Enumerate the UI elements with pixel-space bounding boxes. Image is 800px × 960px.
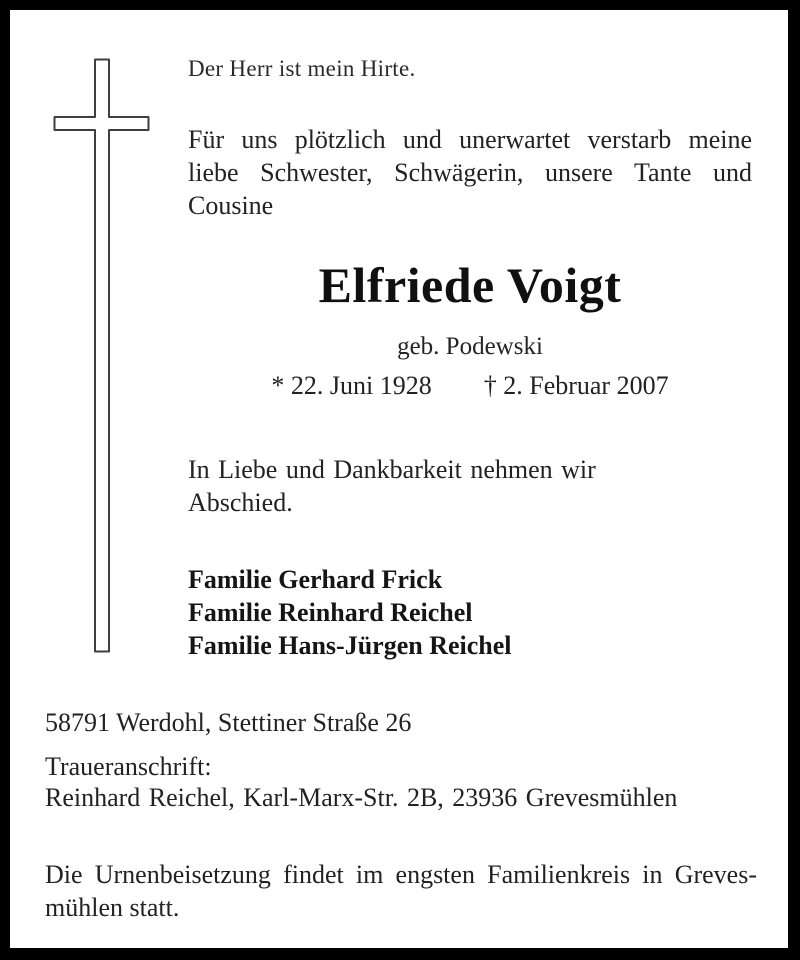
mourner-line: Familie Reinhard Reichel (188, 598, 473, 627)
mourners-list (188, 563, 752, 662)
burial-note-line: mühlen statt. (45, 893, 180, 922)
deceased-name: Elfriede Voigt (318, 257, 622, 313)
mourner-line: Familie Hans-Jürgen Reichel (188, 631, 512, 660)
intro-line: Cousine (188, 191, 274, 220)
farewell-line: In Liebe und Dankbarkeit nehmen wir (188, 455, 596, 484)
death-date: † 2. Februar 2007 (483, 371, 669, 400)
life-dates (188, 370, 752, 402)
intro-line: liebe Schwester, Schwägerin, unsere Tante und (188, 158, 752, 187)
opening-verse: Der Herr ist mein Hirte. (188, 56, 416, 81)
obituary-notice-paper (10, 10, 788, 948)
farewell-line: Abschied. (188, 488, 293, 517)
farewell-paragraph (188, 453, 752, 519)
residence-address: 58791 Werdohl, Stettiner Straße 26 (45, 708, 412, 737)
intro-line: Für uns plötzlich und unerwartet verstarb meine (188, 125, 752, 154)
birth-date: * 22. Juni 1928 (271, 371, 432, 400)
burial-note-line: Die Urnenbeisetzung findet im engsten Familienkreis in Greves- (45, 860, 757, 889)
condolence-label: Traueranschrift: (45, 752, 212, 781)
condolence-address: Reinhard Reichel, Karl-Marx-Str. 2B, 23936 Grevesmühlen (45, 783, 678, 812)
maiden-name: geb. Podewski (397, 333, 543, 360)
intro-paragraph (188, 123, 752, 222)
cross-icon (53, 58, 150, 653)
burial-note (45, 858, 757, 924)
mourner-line: Familie Gerhard Frick (188, 565, 443, 594)
